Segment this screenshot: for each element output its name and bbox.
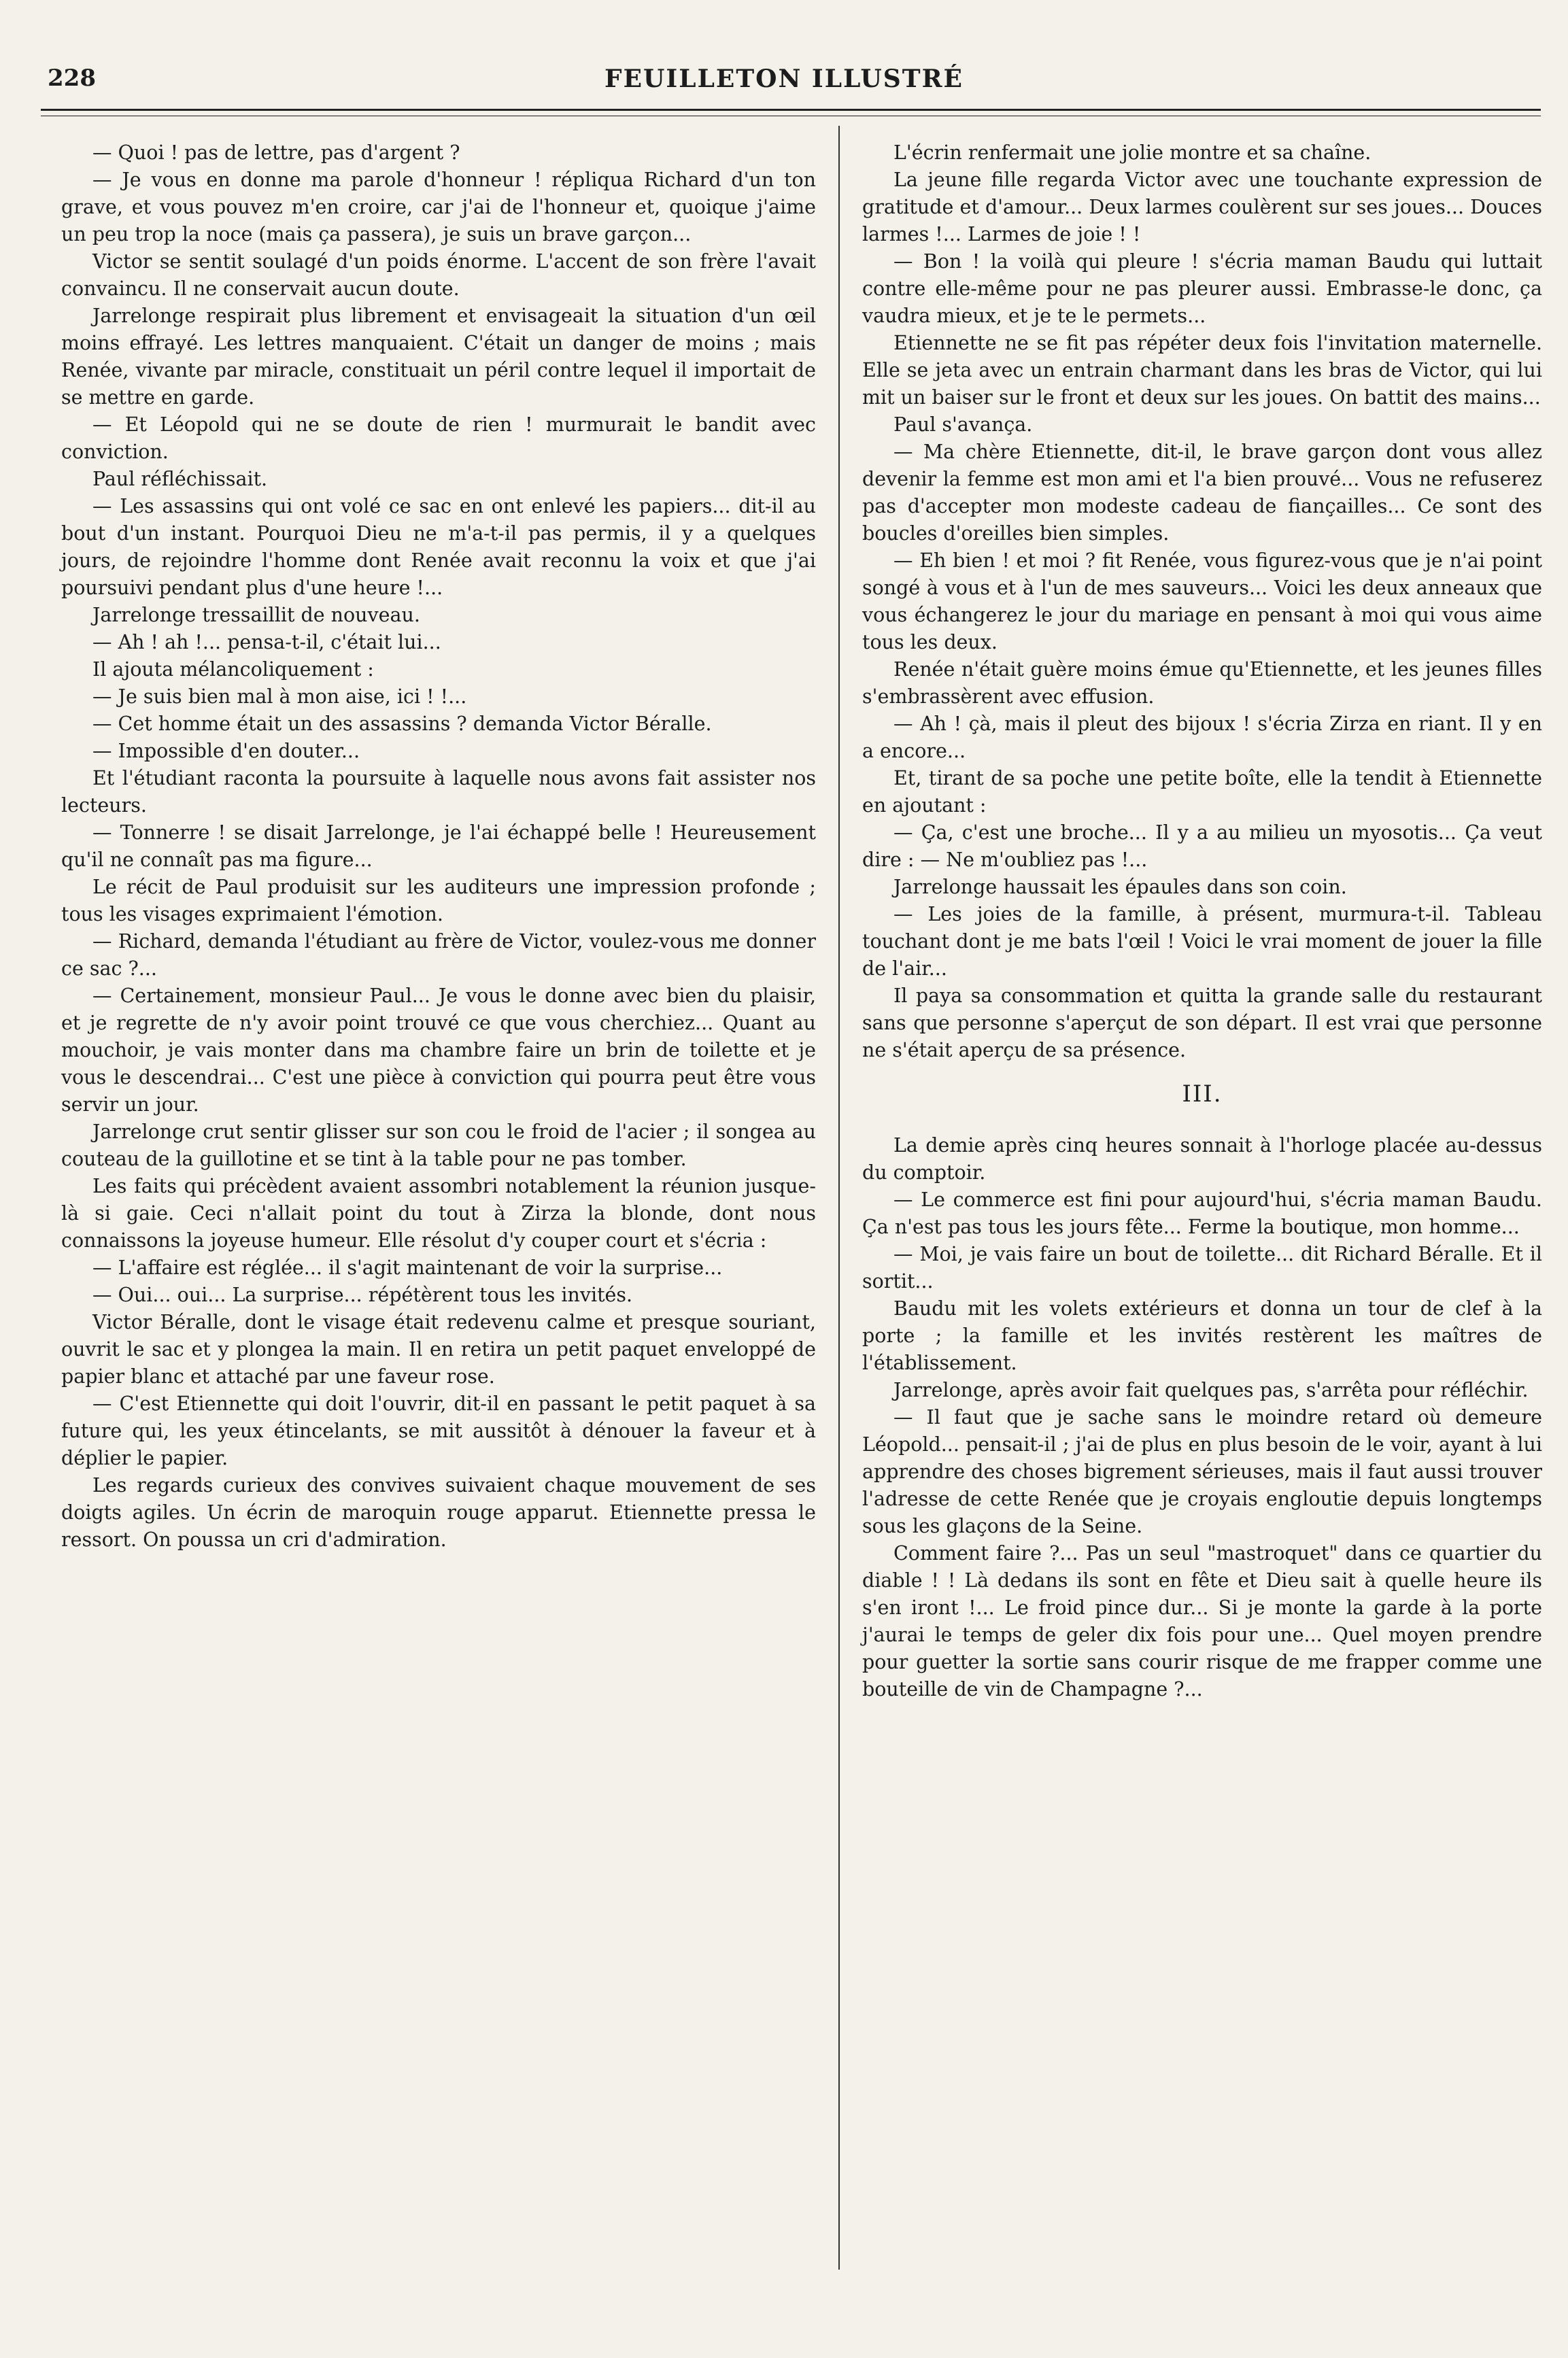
page-number: 228	[48, 65, 96, 92]
paragraph: — Moi, je vais faire un bout de toilette... dit Richard Béralle. Et il sortit...	[862, 1243, 1542, 1293]
paragraph: — Le commerce est fini pour aujourd'hui, s'écria maman Baudu. Ça n'est pas tous les jours fête... Ferme la boutique, mon homme...	[862, 1189, 1542, 1238]
paragraph: — Bon ! la voilà qui pleure ! s'écria maman Baudu qui luttait contre elle-même pour ne pas pleurer aussi. Embrasse-le donc, ça vaudra mieux, et je te le permets...	[862, 250, 1542, 327]
paragraph: — Oui... oui... La surprise... répétèrent tous les invités.	[92, 1284, 633, 1306]
paragraph: — Quoi ! pas de lettre, pas d'argent ?	[92, 141, 460, 164]
paragraph: — Ah ! ah !... pensa-t-il, c'était lui...	[92, 631, 441, 653]
paragraph: Jarrelonge crut sentir glisser sur son cou le froid de l'acier ; il songea au couteau de la guillotine et se tint à la table pour ne pas tomber.	[61, 1121, 816, 1170]
paragraph: Jarrelonge, après avoir fait quelques pas, s'arrêta pour réfléchir.	[893, 1379, 1529, 1401]
paragraph: Jarrelonge respirait plus librement et envisageait la situation d'un œil moins effrayé. Les lettres manquaient. C'était un danger de moins ; mais Renée, vivante par miracle, constituait un péril contre lequel il importait de se mettre en garde.	[61, 305, 816, 409]
paragraph: La jeune fille regarda Victor avec une touchante expression de gratitude et d'amour... Deux larmes coulèrent sur ses joues... Douces larmes !... Larmes de joie ! !	[862, 169, 1542, 245]
paragraph: — Richard, demanda l'étudiant au frère de Victor, voulez-vous me donner ce sac ?...	[61, 930, 816, 980]
paragraph: Il paya sa consommation et quitta la grande salle du restaurant sans que personne s'aperçut de son départ. Il est vrai que personne ne s'était aperçu de sa présence.	[862, 985, 1542, 1061]
paragraph: Comment faire ?... Pas un seul "mastroquet" dans ce quartier du diable ! ! Là dedans ils sont en fête et Dieu sait à quelle heure ils s'en iront !... Le froid pince dur... Si je monte la garde à la porte j'aurai le temps de geler dix fois pour une... Quel moyen prendre pour guetter la sortie sans courir risque de me frapper comme une bouteille de vin de Champagne ?...	[862, 1542, 1542, 1701]
paragraph: Baudu mit les volets extérieurs et donna un tour de clef à la porte ; la famille et les invités restèrent les maîtres de l'établissement.	[862, 1297, 1542, 1374]
paragraph: Le récit de Paul produisit sur les auditeurs une impression profonde ; tous les visages exprimaient l'émotion.	[61, 876, 816, 925]
paragraph: — Les joies de la famille, à présent, murmura-t-il. Tableau touchant dont je me bats l'œil ! Voici le vrai moment de jouer la fille de l'air...	[862, 903, 1542, 980]
paragraph: Etiennette ne se fit pas répéter deux fois l'invitation maternelle. Elle se jeta avec un entrain charmant dans les bras de Victor, qui lui mit un baiser sur le front et deux sur les joues. On battit des mains...	[862, 332, 1542, 409]
paragraph: — C'est Etiennette qui doit l'ouvrir, dit-il en passant le petit paquet à sa future qui, les yeux étincelants, se mit aussitôt à dénouer la faveur et à déplier le papier.	[61, 1392, 816, 1469]
paragraph: — Il faut que je sache sans le moindre retard où demeure Léopold... pensait-il ; j'ai de plus en plus besoin de le voir, ayant à lui apprendre des choses bigrement sérieuses, mais il faut aussi trouver l'adresse de cette Renée que je croyais engloutie depuis longtemps sous les glaçons de la Seine.	[862, 1406, 1542, 1537]
header-rule	[41, 109, 1541, 111]
paragraph: Renée n'était guère moins émue qu'Etiennette, et les jeunes filles s'embrassèrent avec effusion.	[862, 658, 1542, 708]
paragraph: Paul réfléchissait.	[92, 468, 268, 490]
paragraph: Paul s'avança.	[893, 413, 1033, 436]
paragraph: — Certainement, monsieur Paul... Je vous le donne avec bien du plaisir, et je regrette de n'y avoir point trouvé ce que vous cherchiez... Quant au mouchoir, je vais monter dans ma chambre faire un brin de toilette et je vous le descendrai... C'est une pièce à conviction qui pourra peut être vous servir un jour.	[61, 985, 816, 1116]
paragraph: — Cet homme était un des assassins ? demanda Victor Béralle.	[92, 713, 712, 735]
paragraph: — Ah ! çà, mais il pleut des bijoux ! s'écria Zirza en riant. Il y en a encore...	[862, 713, 1542, 762]
column-divider	[838, 126, 840, 2270]
paragraph: — Ma chère Etiennette, dit-il, le brave garçon dont vous allez devenir la femme est mon ami et l'a bien prouvé... Vous ne refuserez pas d'accepter mon modeste cadeau de fiançailles... Ce sont des boucles d'oreilles bien simples.	[862, 441, 1542, 545]
paragraph: Victor Béralle, dont le visage était redevenu calme et presque souriant, ouvrit le sac et y plongea la main. Il en retira un petit paquet enveloppé de papier blanc et attaché par une faveur rose.	[61, 1311, 816, 1388]
paragraph: Victor se sentit soulagé d'un poids énorme. L'accent de son frère l'avait convaincu. Il ne conservait aucun doute.	[61, 250, 816, 300]
paragraph: — Tonnerre ! se disait Jarrelonge, je l'ai échappé belle ! Heureusement qu'il ne connaît pas ma figure...	[61, 821, 816, 871]
paragraph: — Impossible d'en douter...	[92, 740, 360, 762]
paragraph: — Eh bien ! et moi ? fit Renée, vous figurez-vous que je n'ai point songé à vous et à l'un de mes sauveurs... Voici les deux anneaux que vous échangerez le jour du mariage en pensant à moi qui vous aime tous les deux.	[862, 549, 1542, 653]
running-title: FEUILLETON ILLUSTRÉ	[604, 65, 964, 93]
right-column	[862, 139, 1542, 1703]
paragraph: Jarrelonge tressaillit de nouveau.	[92, 604, 420, 626]
paragraph: Les regards curieux des convives suivaient chaque mouvement de ses doigts agiles. Un écrin de maroquin rouge apparut. Etiennette pressa le ressort. On poussa un cri d'admiration.	[61, 1474, 816, 1551]
paragraph: Et l'étudiant raconta la poursuite à laquelle nous avons fait assister nos lecteurs.	[61, 767, 816, 817]
paragraph: — Les assassins qui ont volé ce sac en ont enlevé les papiers... dit-il au bout d'un instant. Pourquoi Dieu ne m'a-t-il pas permis, il y a quelques jours, de rejoindre l'homme dont Renée avait reconnu la voix et que j'ai poursuivi pendant plus d'une heure !...	[61, 495, 816, 599]
paragraph: — Je suis bien mal à mon aise, ici ! !...	[92, 685, 467, 708]
paragraph: Il ajouta mélancoliquement :	[92, 658, 374, 681]
paragraph: — L'affaire est réglée... il s'agit maintenant de voir la surprise...	[92, 1257, 723, 1279]
paragraph: — Ça, c'est une broche... Il y a au milieu un myosotis... Ça veut dire : — Ne m'oubliez pas !...	[862, 821, 1542, 871]
paragraph: — Et Léopold qui ne se doute de rien ! murmurait le bandit avec conviction.	[61, 413, 816, 463]
paragraph: Les faits qui précèdent avaient assombri notablement la réunion jusque-là si gaie. Ceci n'allait point du tout à Zirza la blonde, dont nous connaissons la joyeuse humeur. Elle résolut d'y couper court et s'écria :	[61, 1175, 816, 1252]
paragraph: L'écrin renfermait une jolie montre et sa chaîne.	[893, 141, 1371, 164]
section-heading: III.	[1182, 1080, 1223, 1108]
paragraph: La demie après cinq heures sonnait à l'horloge placée au-dessus du comptoir.	[862, 1134, 1542, 1184]
left-column	[61, 139, 816, 1554]
paragraph: Et, tirant de sa poche une petite boîte, elle la tendit à Etiennette en ajoutant :	[862, 767, 1542, 817]
paragraph: Jarrelonge haussait les épaules dans son coin.	[893, 876, 1347, 898]
paragraph: — Je vous en donne ma parole d'honneur ! répliqua Richard d'un ton grave, et vous pouvez m'en croire, car j'ai de l'honneur et, quoique j'aime un peu trop la noce (mais ça passera), je suis un brave garçon...	[61, 169, 816, 245]
